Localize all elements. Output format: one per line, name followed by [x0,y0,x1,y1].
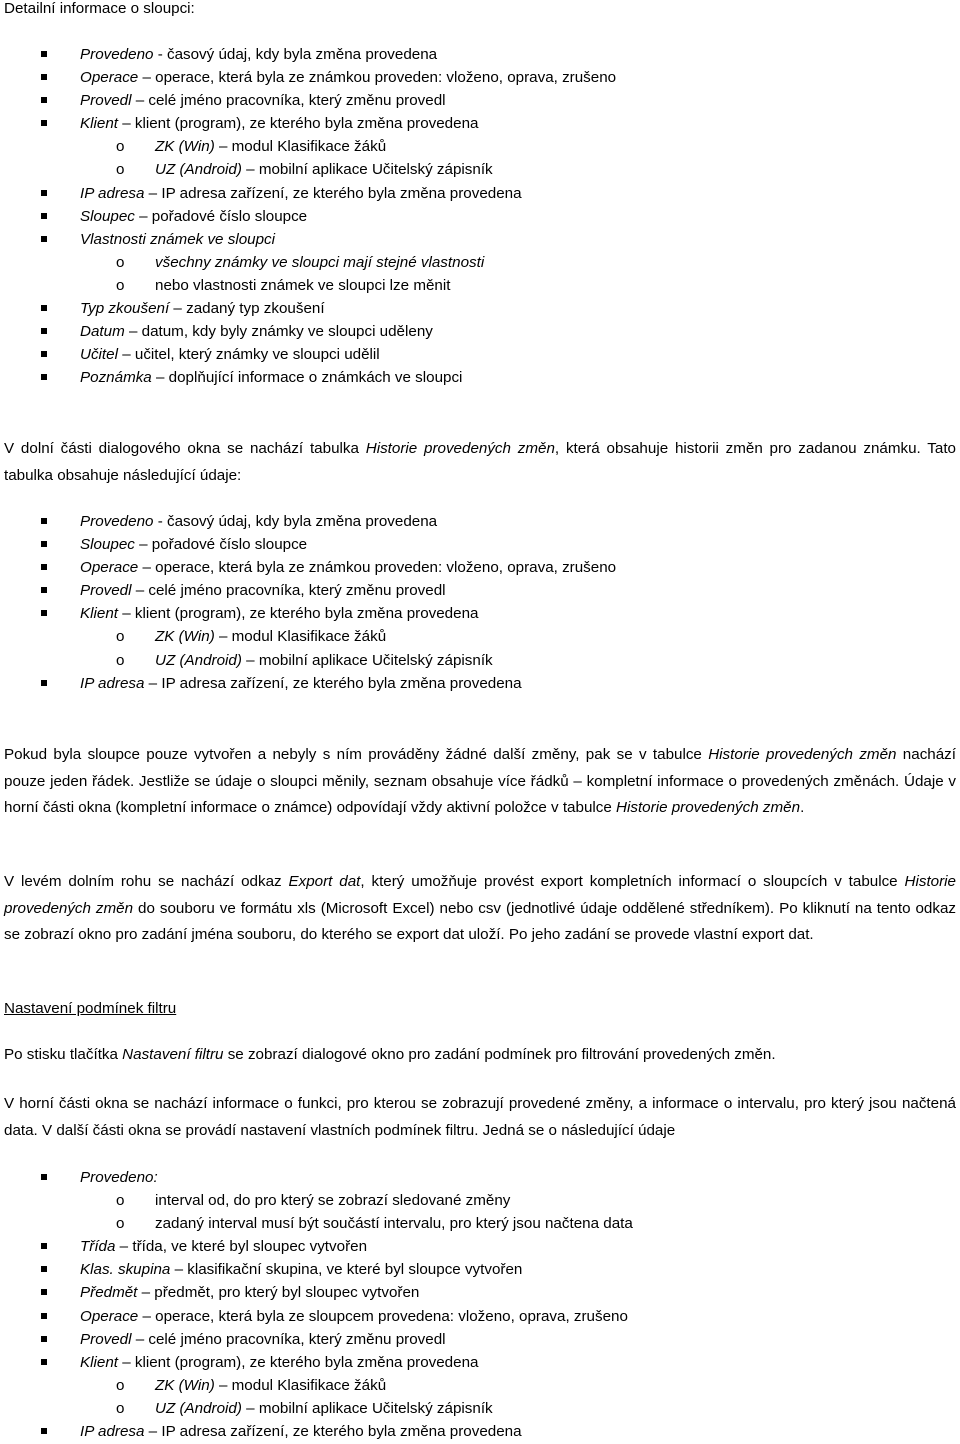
paragraph-italic-term: Export dat [288,873,361,890]
list-item-term: Vlastnosti známek ve sloupci [80,230,275,248]
list-item [4,649,956,672]
list-item-description: mobilní aplikace Učitelský zápisník [258,1399,493,1417]
circle-bullet-icon: o [116,276,125,294]
list-item-description: mobilní aplikace Učitelský zápisník [258,161,493,179]
list-item-term: Operace [80,1307,139,1325]
paragraph-text: Pokud byla sloupce pouze vytvořen a nebyly s ním prováděny žádné další změny, pak se v tabulce [4,746,709,763]
list-item-separator: – [124,323,142,341]
list-item-separator: – [241,651,259,669]
paragraph-italic-term: Nastavení filtru [122,1046,224,1063]
list-item [4,1281,956,1304]
circle-bullet-icon: o [116,1192,125,1210]
list-item [4,205,956,228]
list-item-term: UZ (Android) [155,161,242,179]
list-item-description: časový údaj, kdy byla změna provedena [166,513,438,530]
list-item-separator: – [138,69,156,87]
list-item-description: zadaný interval musí být součástí intervalu, pro který jsou načtena data [155,1215,633,1233]
list-item-description: předmět, pro který byl sloupec vytvořen [154,1284,420,1302]
list-item-description: celé jméno pracovníka, který změnu provedl [148,92,446,110]
list-item-description: IP adresa zařízení, ze kterého byla změna provedena [161,674,522,692]
list-item-description: pořadové číslo sloupce [151,536,308,554]
list-item-description: klient (program), ze kterého byla změna provedena [134,605,479,623]
list-item-term: Operace [80,559,139,577]
list-item-term: Provedl [80,92,132,110]
list-item-separator: – [151,369,169,387]
circle-bullet-icon: o [116,1376,125,1394]
paragraph-export [4,869,956,949]
square-bullet-icon [41,351,47,357]
list-item-text [155,1397,493,1420]
list-item [4,672,956,695]
list-item [4,112,956,135]
list-filter-conditions [4,1166,956,1443]
section-heading-filter: Nastavení podmínek filtru [4,1000,177,1017]
list-item-term: Typ zkoušení [80,300,170,318]
square-bullet-icon [41,610,47,616]
square-bullet-icon [41,190,47,196]
list-item-term: Provedl [80,1330,132,1348]
list-item-text [80,320,433,343]
list-item [4,343,956,366]
list-item-description: klient (program), ze kterého byla změna provedena [134,1353,479,1371]
square-bullet-icon [41,587,47,593]
list-item [4,274,956,297]
list-item-text [155,1374,386,1397]
list-item-separator: – [134,536,152,554]
circle-bullet-icon: o [116,628,125,646]
square-bullet-icon [41,213,47,219]
list-item-text [80,1305,628,1328]
list-item-text [80,112,478,135]
square-bullet-icon [41,374,47,380]
circle-bullet-icon: o [116,161,125,179]
list-item [4,297,956,320]
list-item-term: IP adresa [80,1423,145,1441]
paragraph-italic-term: Historie provedených změn [708,746,897,763]
square-bullet-icon [41,1428,47,1434]
list-item-term: Provedeno [80,46,154,63]
list-item-description: modul Klasifikace žáků [231,138,387,156]
list-item-description: klasifikační skupina, ve které byl sloupce vytvořen [187,1261,523,1279]
list-item-description: pořadové číslo sloupce [151,207,308,225]
list-item [4,1351,956,1374]
list-item-text [80,66,616,89]
circle-bullet-icon: o [116,1215,125,1233]
list-item-separator: – [118,605,135,623]
list-item-separator: – [214,1376,232,1394]
list-item-separator: – [138,1307,156,1325]
list-item-text [155,135,386,158]
list-item-separator: – [131,1330,149,1348]
square-bullet-icon [41,1243,47,1249]
list-item-term: všechny známky ve sloupci mají stejné vlastnosti [155,253,485,271]
list-item-description: IP adresa zařízení, ze kterého byla změna provedena [161,184,522,202]
list-item-text [155,649,493,672]
circle-bullet-icon: o [116,651,125,669]
list-item-text [80,343,380,366]
paragraph-single-row [4,742,956,822]
paragraph-history-table [4,436,956,489]
list-item-description: nebo vlastnosti známek ve sloupci lze měnit [155,276,451,294]
list-item [4,1420,956,1443]
list-item-text [80,182,522,205]
list-item-separator: – [131,582,149,600]
list-item-term: Provedl [80,582,132,600]
list-item-text [80,89,446,112]
list-item-term: UZ (Android) [155,1399,242,1417]
list-item-description: interval od, do pro který se zobrazí sledované změny [155,1192,511,1210]
square-bullet-icon [41,1289,47,1295]
list-item [4,43,956,66]
list-item-separator: – [117,346,135,364]
list-item-separator: – [241,161,259,179]
list-item-description: IP adresa zařízení, ze kterého byla změna provedena [161,1423,522,1441]
paragraph-italic-term: Historie provedených změn [4,873,956,917]
square-bullet-icon [41,51,47,57]
list-item-term: Třída [80,1238,116,1256]
circle-bullet-icon: o [116,253,125,271]
list-item-term: Provedeno: [80,1169,158,1186]
list-item-separator: - [153,46,167,63]
list-item [4,1374,956,1397]
list-item-text [155,1212,633,1235]
list-item-separator: – [169,300,187,318]
list-item-text [80,228,275,251]
list-item-term: Sloupec [80,536,135,554]
list-item-text [80,1258,522,1281]
list-item-text [80,1420,522,1443]
list-item [4,182,956,205]
list-item-text [80,556,616,579]
square-bullet-icon [41,680,47,686]
list-item-description: zadaný typ zkoušení [186,300,325,318]
list-item-separator: – [241,1399,259,1417]
list-item [4,251,956,274]
list-item-text [80,43,437,66]
square-bullet-icon [41,1359,47,1365]
paragraph-text: Po stisku tlačítka [4,1046,123,1063]
list-item-text [155,158,493,181]
list-item [4,556,956,579]
list-item-term: Poznámka [80,369,152,387]
list-item-term: UZ (Android) [155,651,242,669]
list-item-text [80,1235,367,1258]
list-item-text [80,672,522,695]
paragraph-text: se zobrazí dialogové okno pro zadání podmínek pro filtrování provedených změn. [223,1046,776,1063]
paragraph-italic-term: Historie provedených změn [365,440,555,457]
list-item [4,1189,956,1212]
list-item-description: operace, která byla ze známkou proveden: vloženo, oprava, zrušeno [155,559,617,577]
list-item-separator: – [134,207,152,225]
circle-bullet-icon: o [116,1399,125,1417]
list-item [4,1258,956,1281]
list-item [4,579,956,602]
list-item [4,66,956,89]
paragraph-text: V dolní části dialogového okna se nachází tabulka [4,440,366,457]
square-bullet-icon [41,1313,47,1319]
paragraph-text: , který umožňuje provést export kompletních informací o sloupcích v tabulce [360,873,905,890]
list-item-text [80,297,325,320]
square-bullet-icon [41,518,47,524]
square-bullet-icon [41,97,47,103]
list-item [4,135,956,158]
list-item [4,1235,956,1258]
list-item [4,1212,956,1235]
list-item [4,1166,956,1189]
list-item-text [80,1328,446,1351]
list-item-description: datum, kdy byly známky ve sloupci uděleny [141,323,433,341]
list-item [4,366,956,389]
list-item-separator: – [118,1353,135,1371]
list-item-term: ZK (Win) [155,1376,215,1394]
list-item-description: operace, která byla ze známkou proveden: vloženo, oprava, zrušeno [155,69,617,87]
list-item [4,228,956,251]
list-item-text [80,205,307,228]
list-item-separator: – [144,184,162,202]
list-item [4,320,956,343]
list-item [4,158,956,181]
list-item-text [155,274,450,297]
square-bullet-icon [41,1174,47,1180]
paragraph-text: , která obsahuje historii změn pro zadanou známku. Tato tabulka obsahuje následující údaje: [4,440,957,484]
list-item-separator: – [131,92,149,110]
list-item-separator: – [214,138,232,156]
list-item-separator: – [138,559,156,577]
list-column-details [4,43,956,389]
list-item [4,510,956,533]
list-item [4,1397,956,1420]
list-item-separator: – [118,115,135,133]
list-item-separator: - [153,513,167,530]
list-item-text [155,251,484,274]
list-item-term: Klient [80,1353,118,1371]
square-bullet-icon [41,305,47,311]
list-item-description: modul Klasifikace žáků [231,628,387,646]
list-item-text [80,1351,478,1374]
list-item-term: IP adresa [80,674,145,692]
list-item-term: Provedeno [80,513,154,530]
list-item-separator: – [115,1238,133,1256]
paragraph-italic-term: Historie provedených změn [616,799,801,816]
list-item-term: ZK (Win) [155,628,215,646]
list-item-description: časový údaj, kdy byla změna provedena [166,46,438,63]
square-bullet-icon [41,120,47,126]
list-history-columns [4,510,956,695]
square-bullet-icon [41,541,47,547]
list-item-term: Předmět [80,1284,138,1302]
list-item-text [80,1281,419,1304]
paragraph-filter-window [4,1091,956,1144]
list-item-description: klient (program), ze kterého byla změna provedena [134,115,479,133]
paragraph-text: nachází pouze jeden řádek. Jestliže se údaje o sloupci měnily, seznam obsahuje více řádků – kompletní informace o provedených změnách. Údaje v horní části okna (kompletní informace o známce) odpovídají vždy aktivní položce v tabulce [4,746,956,816]
list-item-description: mobilní aplikace Učitelský zápisník [258,651,493,669]
square-bullet-icon [41,1266,47,1272]
list-item-description: modul Klasifikace žáků [231,1376,387,1394]
list-item-term: Datum [80,323,125,341]
list-item-term: Klas. skupina [80,1261,171,1279]
heading-detail-info: Detailní informace o sloupci: [4,0,195,17]
list-item-description: doplňující informace o známkách ve sloupci [168,369,463,387]
list-item-description: učitel, který známky ve sloupci udělil [134,346,380,364]
list-item [4,89,956,112]
list-item-separator: – [137,1284,155,1302]
square-bullet-icon [41,74,47,80]
list-item [4,533,956,556]
list-item-description: celé jméno pracovníka, který změnu provedl [148,1330,446,1348]
list-item-text [80,533,307,556]
square-bullet-icon [41,236,47,242]
list-item [4,1305,956,1328]
paragraph-text: V levém dolním rohu se nachází odkaz [4,873,289,890]
list-item-term: IP adresa [80,184,145,202]
paragraph-text: do souboru ve formátu xls (Microsoft Excel) nebo csv (jednotlivé údaje oddělené středníkem). Po kliknutí na tento odkaz se zobrazí okno pro zadání jména souboru, do kterého se export dat uloží. Po jeho zadání se provede vlastní export dat. [4,899,957,943]
list-item-term: Klient [80,115,118,133]
square-bullet-icon [41,564,47,570]
list-item-term: Klient [80,605,118,623]
square-bullet-icon [41,1336,47,1342]
list-item-term: Sloupec [80,207,135,225]
list-item-separator: – [170,1261,188,1279]
list-item-text [80,510,437,533]
list-item-separator: – [144,1423,162,1441]
list-item [4,625,956,648]
paragraph-filter-button [4,1042,956,1069]
list-item-separator: – [214,628,232,646]
list-item-description: celé jméno pracovníka, který změnu provedl [148,582,446,600]
list-item-term: Operace [80,69,139,87]
list-item-text [155,625,386,648]
list-item-text [80,1166,158,1189]
list-item-description: třída, ve které byl sloupec vytvořen [132,1238,368,1256]
list-item-text [80,602,478,625]
list-item [4,602,956,625]
circle-bullet-icon: o [116,138,125,156]
list-item-description: operace, která byla ze sloupcem provedena: vloženo, oprava, zrušeno [155,1307,628,1325]
paragraph-text: V horní části okna se nachází informace o funkci, pro kterou se zobrazují provedené změny, a informace o intervalu, pro který jsou načtená data. V další části okna se provádí nastavení vlastních podmínek filtru. Jedná se o následující údaje [4,1095,956,1139]
list-item-term: Učitel [80,346,118,364]
list-item-text [80,579,446,602]
square-bullet-icon [41,328,47,334]
list-item-separator: – [144,674,162,692]
list-item-text [80,366,462,389]
paragraph-text: . [800,799,805,816]
list-item-term: ZK (Win) [155,138,215,156]
list-item-text [155,1189,510,1212]
list-item [4,1328,956,1351]
